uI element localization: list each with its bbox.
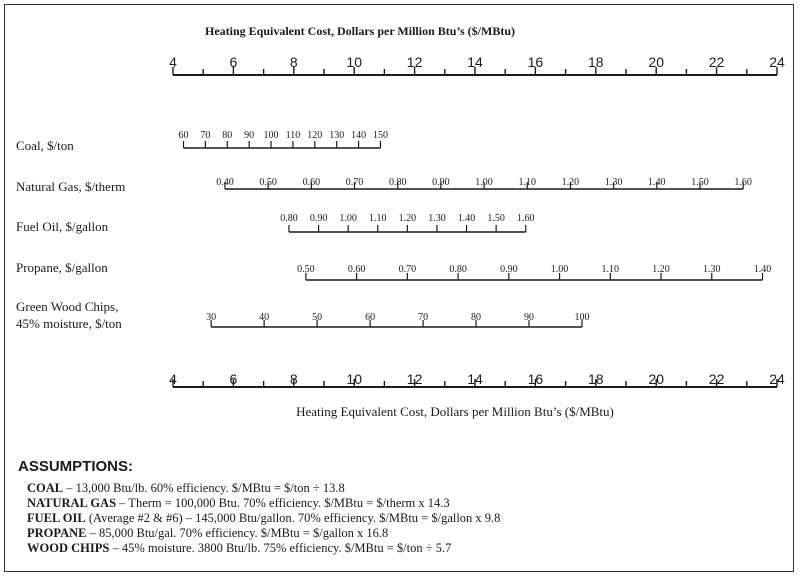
natural-gas-scale-tick-label: 0.50	[259, 177, 277, 188]
wood-chips-scale-tick-label: 60	[365, 312, 376, 323]
coal-scale-tick-label: 70	[200, 130, 211, 141]
bottom-axis-tick-label: 6	[229, 371, 238, 387]
assumption-label: FUEL OIL	[27, 511, 86, 525]
assumptions-heading: ASSUMPTIONS:	[18, 458, 134, 475]
fuel-oil-scale-tick-label: 1.50	[487, 213, 505, 224]
fuel-oil-scale-tick-label: 1.60	[516, 213, 535, 224]
scale-label-natural-gas: Natural Gas, $/therm	[16, 179, 126, 194]
coal-scale-tick-label: 120	[307, 130, 323, 141]
assumption-label: NATURAL GAS	[27, 496, 117, 510]
coal-scale-tick-label: 140	[351, 130, 367, 141]
coal-scale-tick-label: 80	[222, 130, 233, 141]
fuel-oil-scale-tick-label: 1.40	[457, 213, 476, 224]
wood-chips-scale-tick-label: 40	[259, 312, 270, 323]
scale-label-coal: Coal, $/ton	[16, 138, 74, 153]
natural-gas-scale-tick-label: 0.70	[345, 177, 364, 188]
propane-scale-tick-label: 1.10	[601, 264, 620, 275]
fuel-oil-scale-tick-label: 1.30	[428, 213, 446, 224]
top-axis-tick-label: 4	[169, 54, 177, 70]
bottom-axis-tick-label: 18	[588, 371, 604, 387]
natural-gas-scale-tick-label: 1.20	[561, 177, 580, 188]
bottom-axis-tick-label: 22	[708, 371, 725, 387]
top-axis-tick-label: 16	[527, 54, 544, 70]
natural-gas-scale-tick-label: 0.90	[432, 177, 450, 188]
chart-title-top: Heating Equivalent Cost, Dollars per Million Btu’s ($/MBtu)	[204, 24, 515, 38]
wood-chips-scale-tick-label: 30	[206, 312, 217, 323]
coal-scale-tick-label: 110	[285, 130, 301, 141]
natural-gas-scale-tick-label: 1.10	[518, 177, 536, 188]
propane-scale-tick-label: 1.00	[550, 264, 569, 275]
natural-gas-scale-tick-label: 1.00	[475, 177, 493, 188]
bottom-axis-tick-label: 24	[769, 371, 785, 387]
propane-scale-tick-label: 1.20	[652, 264, 670, 275]
natural-gas-scale-tick-label: 0.60	[302, 177, 321, 188]
assumption-label: COAL	[27, 481, 64, 495]
top-axis-tick-label: 14	[467, 54, 483, 70]
bottom-axis-tick-label: 20	[648, 371, 664, 387]
coal-scale-tick-label: 130	[329, 130, 345, 141]
assumption-text: – 85,000 Btu/gal. 70% efficiency. $/MBtu = $/gallon x 16.8	[86, 526, 389, 540]
bottom-axis-tick-label: 12	[406, 371, 423, 387]
scale-label-fuel-oil: Fuel Oil, $/gallon	[16, 219, 109, 234]
wood-chips-scale-tick-label: 100	[574, 312, 590, 323]
natural-gas-scale-tick-label: 1.30	[604, 177, 623, 188]
chart-title-bottom: Heating Equivalent Cost, Dollars per Million Btu’s ($/MBtu)	[296, 404, 614, 419]
coal-scale-tick-label: 100	[263, 130, 279, 141]
bottom-axis-tick-label: 8	[289, 371, 298, 387]
bottom-axis-tick-label: 14	[467, 371, 483, 387]
top-axis-tick-label: 8	[289, 54, 298, 70]
assumption-label: WOOD CHIPS	[27, 541, 110, 555]
assumption-text: – 45% moisture. 3800 Btu/lb. 75% efficiency. $/MBtu = $/ton ÷ 5.7	[109, 541, 452, 555]
top-axis-tick-label: 20	[648, 54, 664, 70]
bottom-axis-tick-label: 10	[346, 371, 362, 387]
assumption-fuel-oil	[27, 511, 500, 526]
assumption-text: (Average #2 & #6) – 145,000 Btu/gallon. 70% efficiency. $/MBtu = $/gallon x 9.8	[85, 511, 501, 525]
propane-scale-tick-label: 0.90	[500, 264, 518, 275]
propane-scale-tick-label: 0.60	[347, 264, 366, 275]
top-axis-tick-label: 6	[229, 54, 238, 70]
coal-scale-tick-label: 150	[372, 130, 388, 141]
fuel-oil-scale-tick-label: 0.80	[280, 213, 298, 224]
bottom-axis-tick-label: 16	[527, 371, 544, 387]
assumption-propane	[27, 526, 500, 541]
propane-scale-tick-label: 0.80	[449, 264, 467, 275]
bottom-axis-tick-label: 4	[169, 371, 177, 387]
wood-chips-scale-tick-label: 50	[312, 312, 323, 323]
assumption-coal	[27, 481, 500, 496]
fuel-oil-scale-tick-label: 1.00	[339, 213, 357, 224]
assumption-wood-chips	[27, 541, 500, 556]
top-axis-tick-label: 12	[406, 54, 423, 70]
natural-gas-scale-tick-label: 1.50	[691, 177, 709, 188]
top-axis-tick-label: 22	[708, 54, 725, 70]
fuel-oil-scale-tick-label: 0.90	[309, 213, 328, 224]
fuel-oil-scale-tick-label: 1.20	[398, 213, 417, 224]
wood-chips-scale-tick-label: 80	[471, 312, 482, 323]
assumption-text: – 13,000 Btu/lb. 60% efficiency. $/MBtu = $/ton ÷ 13.8	[63, 481, 345, 495]
scale-label-wood-chips-moisture: 45% moisture, $/ton	[16, 316, 122, 331]
propane-scale-tick-label: 1.30	[703, 264, 721, 275]
scale-label-wood-chips: Green Wood Chips,	[16, 299, 119, 314]
coal-scale-tick-label: 90	[244, 130, 255, 141]
propane-scale-tick-label: 1.40	[753, 264, 772, 275]
propane-scale-tick-label: 0.50	[297, 264, 315, 275]
top-axis-tick-label: 10	[346, 54, 362, 70]
assumption-natural-gas	[27, 496, 500, 511]
wood-chips-scale-tick-label: 90	[524, 312, 535, 323]
natural-gas-scale-tick-label: 0.40	[216, 177, 234, 188]
assumptions-section	[18, 458, 500, 556]
assumption-label: PROPANE	[27, 526, 87, 540]
assumption-text: – Therm = 100,000 Btu. 70% efficiency. $/MBtu = $/therm x 14.3	[116, 496, 450, 510]
propane-scale-tick-label: 0.70	[398, 264, 417, 275]
natural-gas-scale-tick-label: 0.80	[388, 177, 407, 188]
coal-scale-tick-label: 60	[178, 130, 189, 141]
natural-gas-scale-tick-label: 1.40	[648, 177, 666, 188]
natural-gas-scale-tick-label: 1.60	[734, 177, 752, 188]
fuel-oil-scale-tick-label: 1.10	[369, 213, 387, 224]
scale-label-propane: Propane, $/gallon	[16, 260, 108, 275]
wood-chips-scale-tick-label: 70	[418, 312, 429, 323]
top-axis-tick-label: 24	[769, 54, 785, 70]
top-axis-tick-label: 18	[588, 54, 604, 70]
